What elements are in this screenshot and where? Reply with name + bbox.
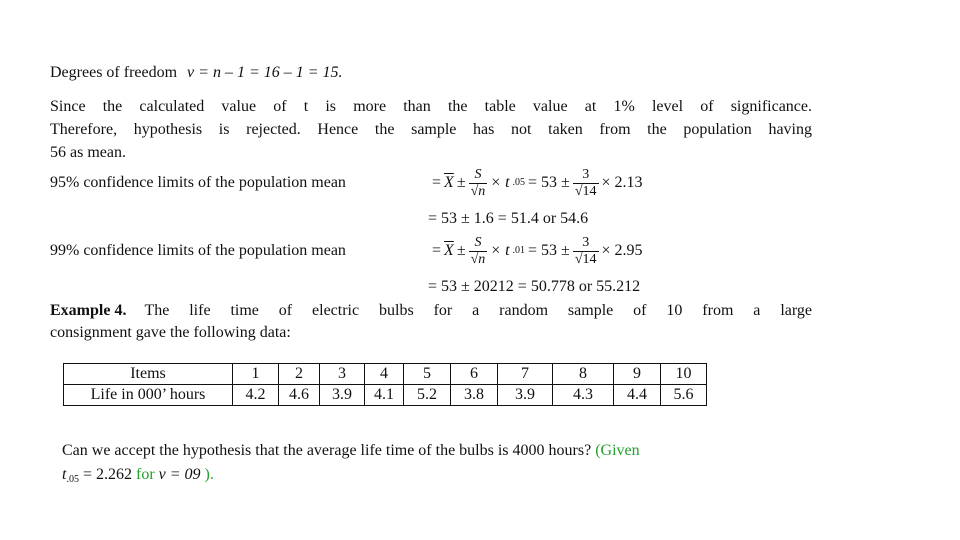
question-close: ). (204, 466, 214, 483)
example-text-1: The life time of electric bulbs for a random sample of 10 from a large (144, 302, 812, 319)
ci95-formula (432, 163, 643, 203)
example-line-2: consignment gave the following data: (50, 324, 291, 341)
table-cell: 5 (404, 364, 451, 385)
ci99-tail: × 2.95 (601, 242, 643, 259)
ci99-eq2: = 53 ± (528, 242, 570, 259)
ci95-times-t: × t (490, 174, 510, 191)
table-cell: 4.2 (233, 385, 279, 406)
ci95-tail: × 2.13 (601, 174, 643, 191)
table-header-items: Items (64, 364, 233, 385)
ci99-fraction-2: $\frac{3}{√14}$ (574, 234, 597, 267)
table-cell: 10 (661, 364, 707, 385)
ci95-label: 95% confidence limits of the population mean (50, 174, 346, 191)
conclusion-line-3: 56 as mean. (50, 144, 126, 161)
ci95-pm: ± (456, 174, 466, 191)
conclusion-line-2: Therefore, hypothesis is rejected. Hence the sample has not taken from the population having (50, 121, 812, 138)
question-text: Can we accept the hypothesis that the average life time of the bulbs is 4000 hours? (62, 442, 592, 459)
table-cell: 3.9 (320, 385, 365, 406)
table-cell: 4.4 (614, 385, 661, 406)
table-cell: 4 (365, 364, 404, 385)
table-cell: 8 (553, 364, 614, 385)
ci95-eq: = (432, 174, 442, 191)
table-cell: 3 (320, 364, 365, 385)
ci99-pm: ± (456, 242, 466, 259)
ci95-fraction-2: $\frac{3}{√14}$ (574, 166, 597, 199)
ci99-times-t: × t (490, 242, 510, 259)
table-cell: 9 (614, 364, 661, 385)
ci95-result: = 53 ± 1.6 = 51.4 or 54.6 (428, 210, 589, 227)
question-t-sub: .05 (66, 474, 79, 485)
question-line-2 (62, 464, 214, 491)
question-given-open: (Given (595, 442, 640, 459)
table-cell: 4.1 (365, 385, 404, 406)
ci95-eq2: = 53 ± (528, 174, 570, 191)
table-header-life: Life in 000’ hours (64, 385, 233, 406)
question-t-val: = 2.262 (78, 466, 136, 483)
table-cell: 4.6 (279, 385, 320, 406)
ci95-t-sub: .05 (512, 177, 526, 188)
dof-line (50, 62, 343, 84)
ci95-fraction: $\frac{S}{√n}$ (470, 166, 486, 199)
ci99-label: 99% confidence limits of the population mean (50, 242, 346, 259)
data-table (63, 363, 707, 406)
table-cell: 1 (233, 364, 279, 385)
table-row-life (64, 385, 707, 406)
conclusion-line-1: Since the calculated value of t is more than the table value at 1% level of significance. (50, 98, 812, 115)
table-cell: 4.3 (553, 385, 614, 406)
dof-label: Degrees of freedom (50, 64, 178, 81)
ci99-formula (432, 231, 643, 271)
table-cell: 7 (498, 364, 553, 385)
ci99-xbar: $\overline{X}$ (444, 242, 454, 259)
table-row-items (64, 364, 707, 385)
ci95-xbar: $\overline{X}$ (444, 174, 454, 191)
dof-formula: ν = n – 1 = 16 – 1 = 15. (187, 64, 343, 81)
question-nu: ν = 09 (158, 466, 201, 483)
ci99-eq: = (432, 242, 442, 259)
ci99-t-sub: .01 (512, 245, 526, 256)
table-cell: 6 (451, 364, 498, 385)
table-cell: 5.6 (661, 385, 707, 406)
example-heading: Example 4. (50, 302, 127, 319)
table-cell: 3.9 (498, 385, 553, 406)
question-line-1 (62, 440, 640, 462)
ci99-result: = 53 ± 20212 = 50.778 or 55.212 (428, 278, 641, 295)
table-cell: 3.8 (451, 385, 498, 406)
question-t: t (62, 466, 67, 483)
example-line-1 (50, 300, 812, 322)
table-cell: 2 (279, 364, 320, 385)
table-cell: 5.2 (404, 385, 451, 406)
ci99-fraction: $\frac{S}{√n}$ (470, 234, 486, 267)
question-for: for (135, 466, 155, 483)
